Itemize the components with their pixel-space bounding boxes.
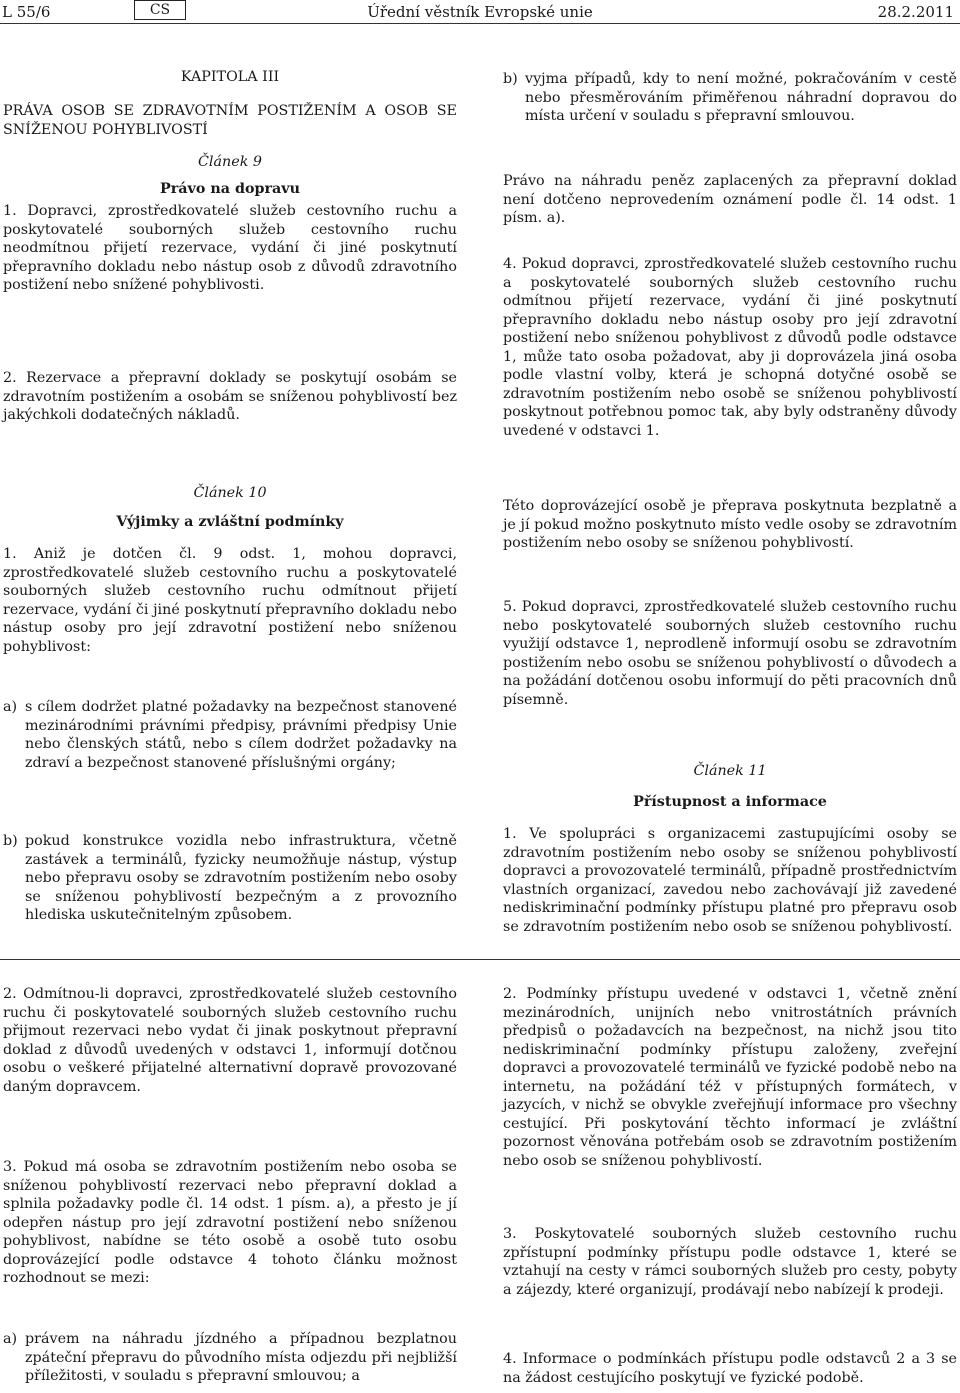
- section-divider: [0, 959, 960, 960]
- article-11-paragraph-4: 4. Informace o podmínkách přístupu podle odstavců 2 a 3 se na žádost cestujícího poskytují ve fyzické podobě.: [503, 1351, 957, 1386]
- article-10-heading: Článek 10: [193, 485, 267, 501]
- article-9-item-b: [503, 70, 957, 126]
- article-11-paragraph-1: 1. Ve spolupráci s organizacemi zastupujícími osoby se zdravotním postižením nebo osoby se sníženou pohyblivostí dopravci a provozovatelé terminálů, případně prostřednictvím vlastních organizací, zavedou nebo zachovávají již zavedené nediskriminační podmínky přístupu platné pro přepravu osob se zdravotním postižením nebo osob se sníženou pohyblivostí.: [503, 826, 957, 935]
- article-9-refund-note: Právo na náhradu peněz zaplacených za přepravní doklad není dotčeno neprovedením oznámení podle čl. 14 odst. 1 písm. a).: [503, 173, 957, 226]
- article-10-paragraph-1: 1. Aniž je dotčen čl. 9 odst. 1, mohou dopravci, zprostředkovatelé služeb cestovního ruchu a poskytovatelé souborných služeb cestovního ruchu odmítnout přijetí rezervace, vydání či jiné poskytnutí přepravního dokladu nebo nástup osoby pro její zdravotní postižení nebo sníženou pohyblivost:: [3, 546, 457, 655]
- article-9-paragraph-5: 5. Pokud dopravci, zprostředkovatelé služeb cestovního ruchu nebo poskytovatelé souborných služeb cestovního ruchu využijí odstavce 1, neprodleně informují osobu se zdravotním postižením nebo osobu se sníženou pohyblivostí o důvodech a na požádání dotčenou osobu informují do pěti pracovních dnů písemně.: [503, 599, 957, 708]
- item-text: právem na náhradu jízdného a případnou bezplatnou zpáteční přepravu do původního místa odjezdu při nejbližší příležitosti, v souladu s přepravní smlouvou; a: [25, 1331, 457, 1384]
- chapter-heading: KAPITOLA III: [180, 69, 280, 85]
- article-10-item-a: [3, 698, 457, 772]
- item-text: pokud konstrukce vozidla nebo infrastruktura, včetně zastávek a terminálů, fyzicky neumožňuje nástup, výstup nebo přepravu osoby se zdravotním postižením nebo osoby se sníženou pohyblivostí bezpečným a z provozního hlediska uskutečnitelným způsobem.: [25, 833, 457, 923]
- item-label: b): [3, 833, 18, 849]
- article-10-paragraph-3-item-a: [3, 1330, 457, 1386]
- article-10-title: Výjimky a zvláštní podmínky: [116, 514, 344, 530]
- article-9-escort-note: Této doprovázející osobě je přeprava poskytnuta bezplatně a je jí pokud možno poskytnuto místo vedle osoby se zdravotním postižením nebo osoby se sníženou pohyblivostí.: [503, 498, 957, 551]
- article-9-title: Právo na dopravu: [159, 181, 301, 197]
- item-label: a): [3, 699, 18, 715]
- chapter-title: PRÁVA OSOB SE ZDRAVOTNÍM POSTIŽENÍM A OSOB SE SNÍŽENOU POHYBLIVOSTÍ: [3, 103, 457, 138]
- publication-date: 28.2.2011: [877, 3, 954, 21]
- item-text: vyjma případů, kdy to není možné, pokračováním v cestě nebo přesměrováním přiměřenou náhradní dopravou do místa určení v souladu s přepravní smlouvou.: [525, 71, 957, 124]
- article-11-title: Přístupnost a informace: [633, 794, 827, 810]
- page-header: [0, 0, 960, 24]
- article-10-item-b: [3, 832, 457, 925]
- page-reference: L 55/6: [2, 3, 51, 21]
- article-11-paragraph-2: 2. Podmínky přístupu uvedené v odstavci 1, včetně znění mezinárodních, unijních nebo vnitrostátních právních předpisů o požadavcích na bezpečnost, na nichž jsou tito nediskriminační podmínky přístupu založeny, zveřejní dopravci a provozovatelé terminálů ve fyzické podobě nebo na internetu, na požádání též v přístupných formátech, v jazycích, v nichž se obvykle zveřejňují informace pro všechny cestující. Při poskytování těchto informací je zvláštní pozornost věnována potřebám osob se zdravotním postižením nebo osob se sníženou pohyblivostí.: [503, 986, 957, 1169]
- article-9-paragraph-2: 2. Rezervace a přepravní doklady se poskytují osobám se zdravotním postižením a osobám se sníženou pohyblivostí bez jakýchkoli dodatečných nákladů.: [3, 370, 457, 423]
- item-label: a): [3, 1331, 18, 1347]
- journal-title: Úřední věstník Evropské unie: [367, 3, 593, 21]
- header-divider: [0, 23, 960, 24]
- article-10-paragraph-2: 2. Odmítnou-li dopravci, zprostředkovatelé služeb cestovního ruchu či poskytovatelé souborných služeb cestovního ruchu přijmout rezervaci nebo vydat či jinak poskytnout přepravní doklad z důvodů uvedených v odstavci 1, informují dotčnou osobu o veškeré přijatelné alternativní dopravě provozované daným dopravcem.: [3, 986, 457, 1095]
- article-11-heading: Článek 11: [693, 763, 767, 779]
- article-9-paragraph-1: 1. Dopravci, zprostředkovatelé služeb cestovního ruchu a poskytovatelé souborných služeb cestovního ruchu neodmítnou přijetí rezervace, vydání či jiné poskytnutí přepravního dokladu nebo nástup osob z důvodů zdravotního postižení nebo snížené pohyblivosti.: [3, 203, 457, 293]
- article-10-paragraph-3: 3. Pokud má osoba se zdravotním postižením nebo osoba se sníženou pohyblivostí rezervaci nebo přepravní doklad a splnila požadavky podle čl. 14 odst. 1 písm. a), a přesto je jí odepřen nástup pro její zdravotní postižení nebo sníženou pohyblivost, nabídne se této osobě a osobě tuto osobu doprovázející podle odstavce 4 tohoto článku možnost rozhodnout se mezi:: [3, 1159, 457, 1286]
- item-label: b): [503, 71, 518, 87]
- article-9-heading: Článek 9: [197, 154, 262, 170]
- article-11-paragraph-3: 3. Poskytovatelé souborných služeb cestovního ruchu zpřístupní podmínky přístupu podle odstavce 1, které se vztahují na cesty v rámci souborných služeb pro cesty, pobyty a zájezdy, které organizují, prodávají nebo nabízejí k prodeji.: [503, 1226, 957, 1298]
- item-text: s cílem dodržet platné požadavky na bezpečnost stanovené mezinárodními právními předpisy, právními předpisy Unie nebo členských států, nebo s cílem dodržet požadavky na zdraví a bezpečnost stanovené příslušnými orgány;: [25, 699, 457, 771]
- article-9-paragraph-4: 4. Pokud dopravci, zprostředkovatelé služeb cestovního ruchu a poskytovatelé souborných služeb cestovního ruchu odmítnou přijetí rezervace, vydání či jiné poskytnutí přepravního dokladu nebo nástup osoby pro její zdravotní postižení nebo sníženou pohyblivost z důvodů podle odstavce 1, může tato osoba požadovat, aby ji doprovázela jiná osoba podle vlastní volby, která je schopná dotyčné osobě se zdravotním postižením nebo osobě se sníženou pohyblivostí poskytnout potřebnou pomoc tak, aby byly odstraněny důvody uvedené v odstavci 1.: [503, 256, 957, 439]
- language-code-box: CS: [134, 0, 186, 20]
